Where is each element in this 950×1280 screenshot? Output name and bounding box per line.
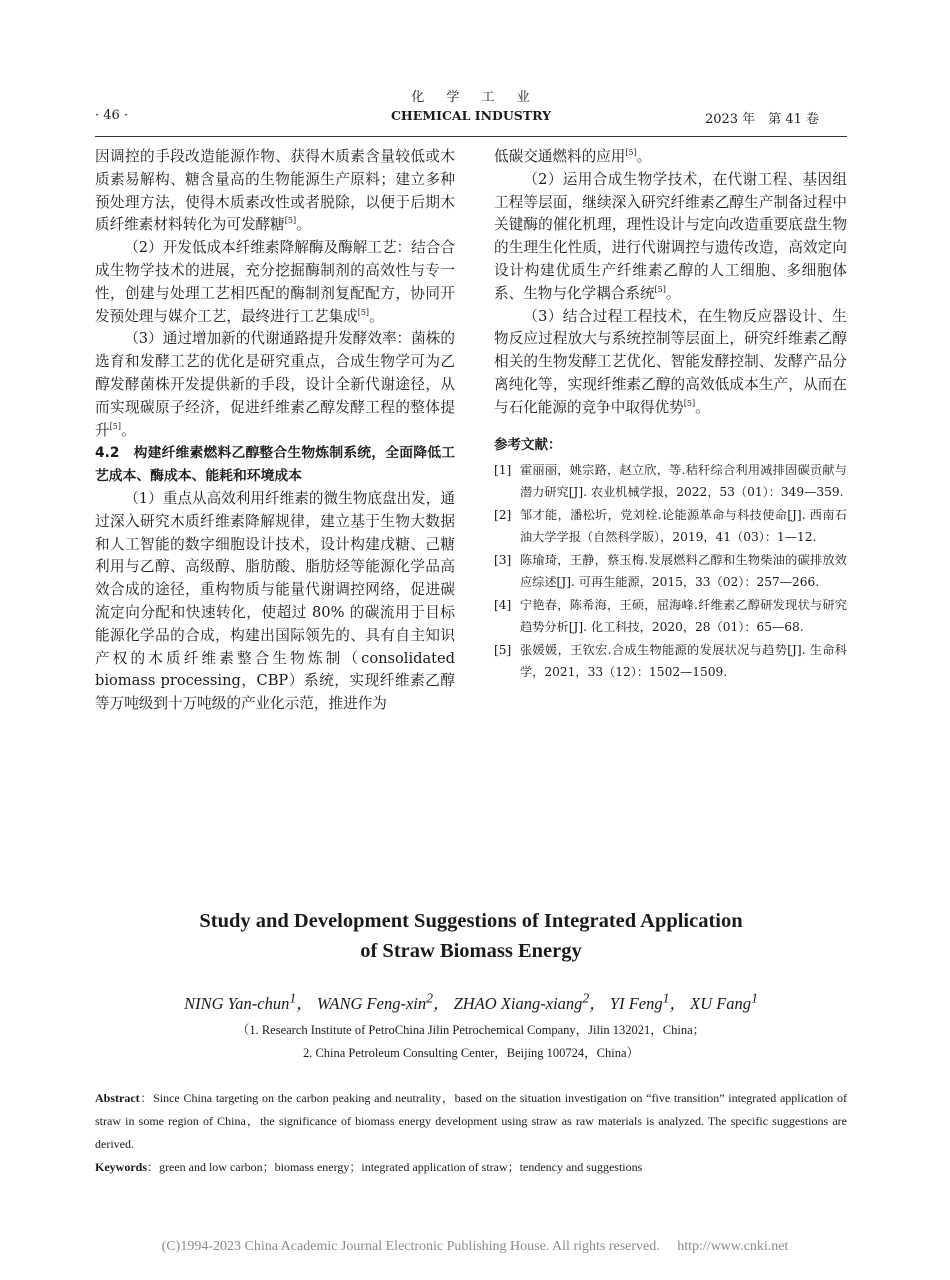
reference-number: [5] (494, 643, 512, 658)
citation: [5] (654, 284, 666, 294)
paragraph: （2）开发低成本纤维素降解酶及酶解工艺：结合合成生物学技术的进展，充分挖掘酶制剂的高效性与专一性，创建与处理工艺相匹配的酶制剂复配配方，协同开发预处理与媒介工艺，最终进行工艺集成[5]。 (95, 239, 455, 325)
reference-text: 宁艳春，陈希海，王硕，屈海峰.纤维素乙醇研发现状与研究趋势分析[J]. 化工科技，2020，28（01）：65—68. (520, 598, 847, 634)
reference-number: [2] (494, 508, 512, 523)
reference-list (494, 460, 847, 683)
reference-number: [3] (494, 553, 512, 568)
citation: [5] (683, 398, 696, 408)
page-number: · 46 · (95, 108, 129, 123)
reference-item (494, 460, 847, 503)
english-authors: NING Yan-chun$^1$， WANG Feng-xin$^2$， ZHAO Xiang-xiang$^2$， YI Feng$^1$， XU Fang$^1$ (184, 990, 758, 1013)
keywords-text: ：green and low carbon；biomass energy；integrated application of straw；tendency and suggestions (147, 1160, 643, 1174)
journal-title-en: CHEMICAL INDUSTRY (390, 108, 552, 123)
paragraph: 低碳交通燃料的应用[5]。 (494, 148, 652, 165)
paragraph: （3）结合过程工程技术，在生物反应器设计、生物反应过程放大与系统控制等层面上，研究纤维素乙醇相关的生物发酵工艺优化、智能发酵控制、发酵产品分离纯化等，实现纤维素乙醇的高效低成本生产，从而在与石化能源的竞争中取得优势[5]。 (494, 307, 847, 416)
reference-text: 霍丽丽，姚宗路，赵立欣，等.秸秆综合利用减排固碳贡献与潜力研究[J]. 农业机械学报，2022，53（01）：349—359. (520, 463, 847, 499)
author: YI Feng$^1$ (609, 990, 670, 1013)
author: ZHAO Xiang-xiang$^2$ (453, 990, 590, 1013)
reference-item (494, 505, 847, 548)
affiliation-1: （1. Research Institute of PetroChina Jilin Petrochemical Company，Jilin 132021，China； (236, 1023, 706, 1037)
journal-title-cn: 化 学 工 业 (411, 90, 539, 105)
citation: [5] (625, 148, 637, 158)
author: NING Yan-chun$^1$ (184, 990, 297, 1013)
paragraph: （3）通过增加新的代谢通路提升发酵效率：菌株的选育和发酵工艺的优化是研究重点，合成生物学可为乙醇发酵菌株开发提供新的手段，设计全新代谢途径，从而实现碳原子经济，促进纤维素乙醇发酵工程的整体提升[5]。 (95, 330, 455, 439)
affiliation-2: 2. China Petroleum Consulting Center，Beijing 100724，China） (302, 1046, 640, 1060)
reference-number: [4] (494, 598, 512, 613)
citation: [5] (284, 216, 297, 226)
right-column (494, 146, 847, 685)
copyright-footer: (C)1994-2023 China Academic Journal Electronic Publishing House. All rights reserved. http://www.cnki.net (161, 1239, 789, 1254)
volume-info: 2023 年 第 41 卷 (704, 112, 819, 127)
paragraph: 因调控的手段改造能源作物、获得木质素含量较低或木质素易解构、糖含量高的生物能源生产原料；建立多种预处理方法，使得木质素改性或者脱除，以便于后期木质纤维素材料转化为可发酵糖[5]。 (95, 148, 455, 234)
reference-item (494, 550, 847, 593)
left-column (95, 146, 455, 716)
citation: [5] (109, 421, 121, 431)
section-heading: 4.2 构建纤维素燃料乙醇整合生物炼制系统，全面降低工艺成本、酶成本、能耗和环境成本 (95, 445, 455, 485)
reference-item (494, 595, 847, 638)
reference-text: 邹才能，潘松圻，党刘栓.论能源革命与科技使命[J]. 西南石油大学学报（自然科学版），2019，41（03）：1—12. (520, 508, 847, 544)
english-abstract (95, 1087, 847, 1156)
references-heading: 参考文献： (494, 436, 562, 453)
abstract-text: ：Since China targeting on the carbon peaking and neutrality，based on the situation investigation on “five transition” integrated application of straw in some region of China，the significance of biomass energy development using straw as raw materials is analyzed. The specific suggestions are derived. (95, 1091, 847, 1151)
paragraph: （2）运用合成生物学技术，在代谢工程、基因组工程等层面，继续深入研究纤维素乙醇生产制备过程中关键酶的催化机理，理性设计与定向改造重要底盘生物的生理生化性质，进行代谢调控与遗传改造，高效定向设计构建优质生产纤维素乙醇的人工细胞、多细胞体系、生物与化学耦合系统[5]。 (494, 170, 847, 302)
english-keywords (95, 1156, 847, 1179)
header-rule (95, 136, 847, 137)
author: XU Fang$^1$ (690, 990, 758, 1013)
paragraph: （1）重点从高效利用纤维素的微生物底盘出发，通过深入研究木质纤维素降解规律，建立基于生物大数据和人工智能的数字细胞设计技术，设计构建戊糖、己糖利用与乙醇、高级醇、脂肪酸、脂肪烃等能源化学品高效合成的途径，重构物质与能量代谢调控网络，促进碳流定向分配和快速转化，使超过 80% 的碳流用于目标能源化学品的合成，构建出国际领先的、具有自主知识产权的木质纤维素整合生物炼制（consolidated biomass processing，CBP）系统，实现纤维素乙醇等万吨级到十万吨级的产业化示范，推进作为 (95, 489, 455, 713)
reference-text: 陈瑜琦，王静，蔡玉梅.发展燃料乙醇和生物柴油的碳排放效应综述[J]. 可再生能源，2015，33（02）：257—266. (520, 553, 847, 589)
reference-number: [1] (494, 463, 512, 478)
running-header (95, 108, 847, 128)
english-title: Study and Development Suggestions of Integrated Application of Straw Biomass Energy (199, 910, 743, 962)
abstract-label: Abstract (95, 1091, 140, 1105)
citation: [5] (357, 307, 370, 317)
reference-text: 张媛媛，王钦宏.合成生物能源的发展状况与趋势[J]. 生命科学，2021，33（12）：1502—1509. (520, 643, 847, 679)
author: WANG Feng-xin$^2$ (316, 990, 433, 1013)
reference-item (494, 640, 847, 683)
keywords-label: Keywords (95, 1160, 147, 1174)
